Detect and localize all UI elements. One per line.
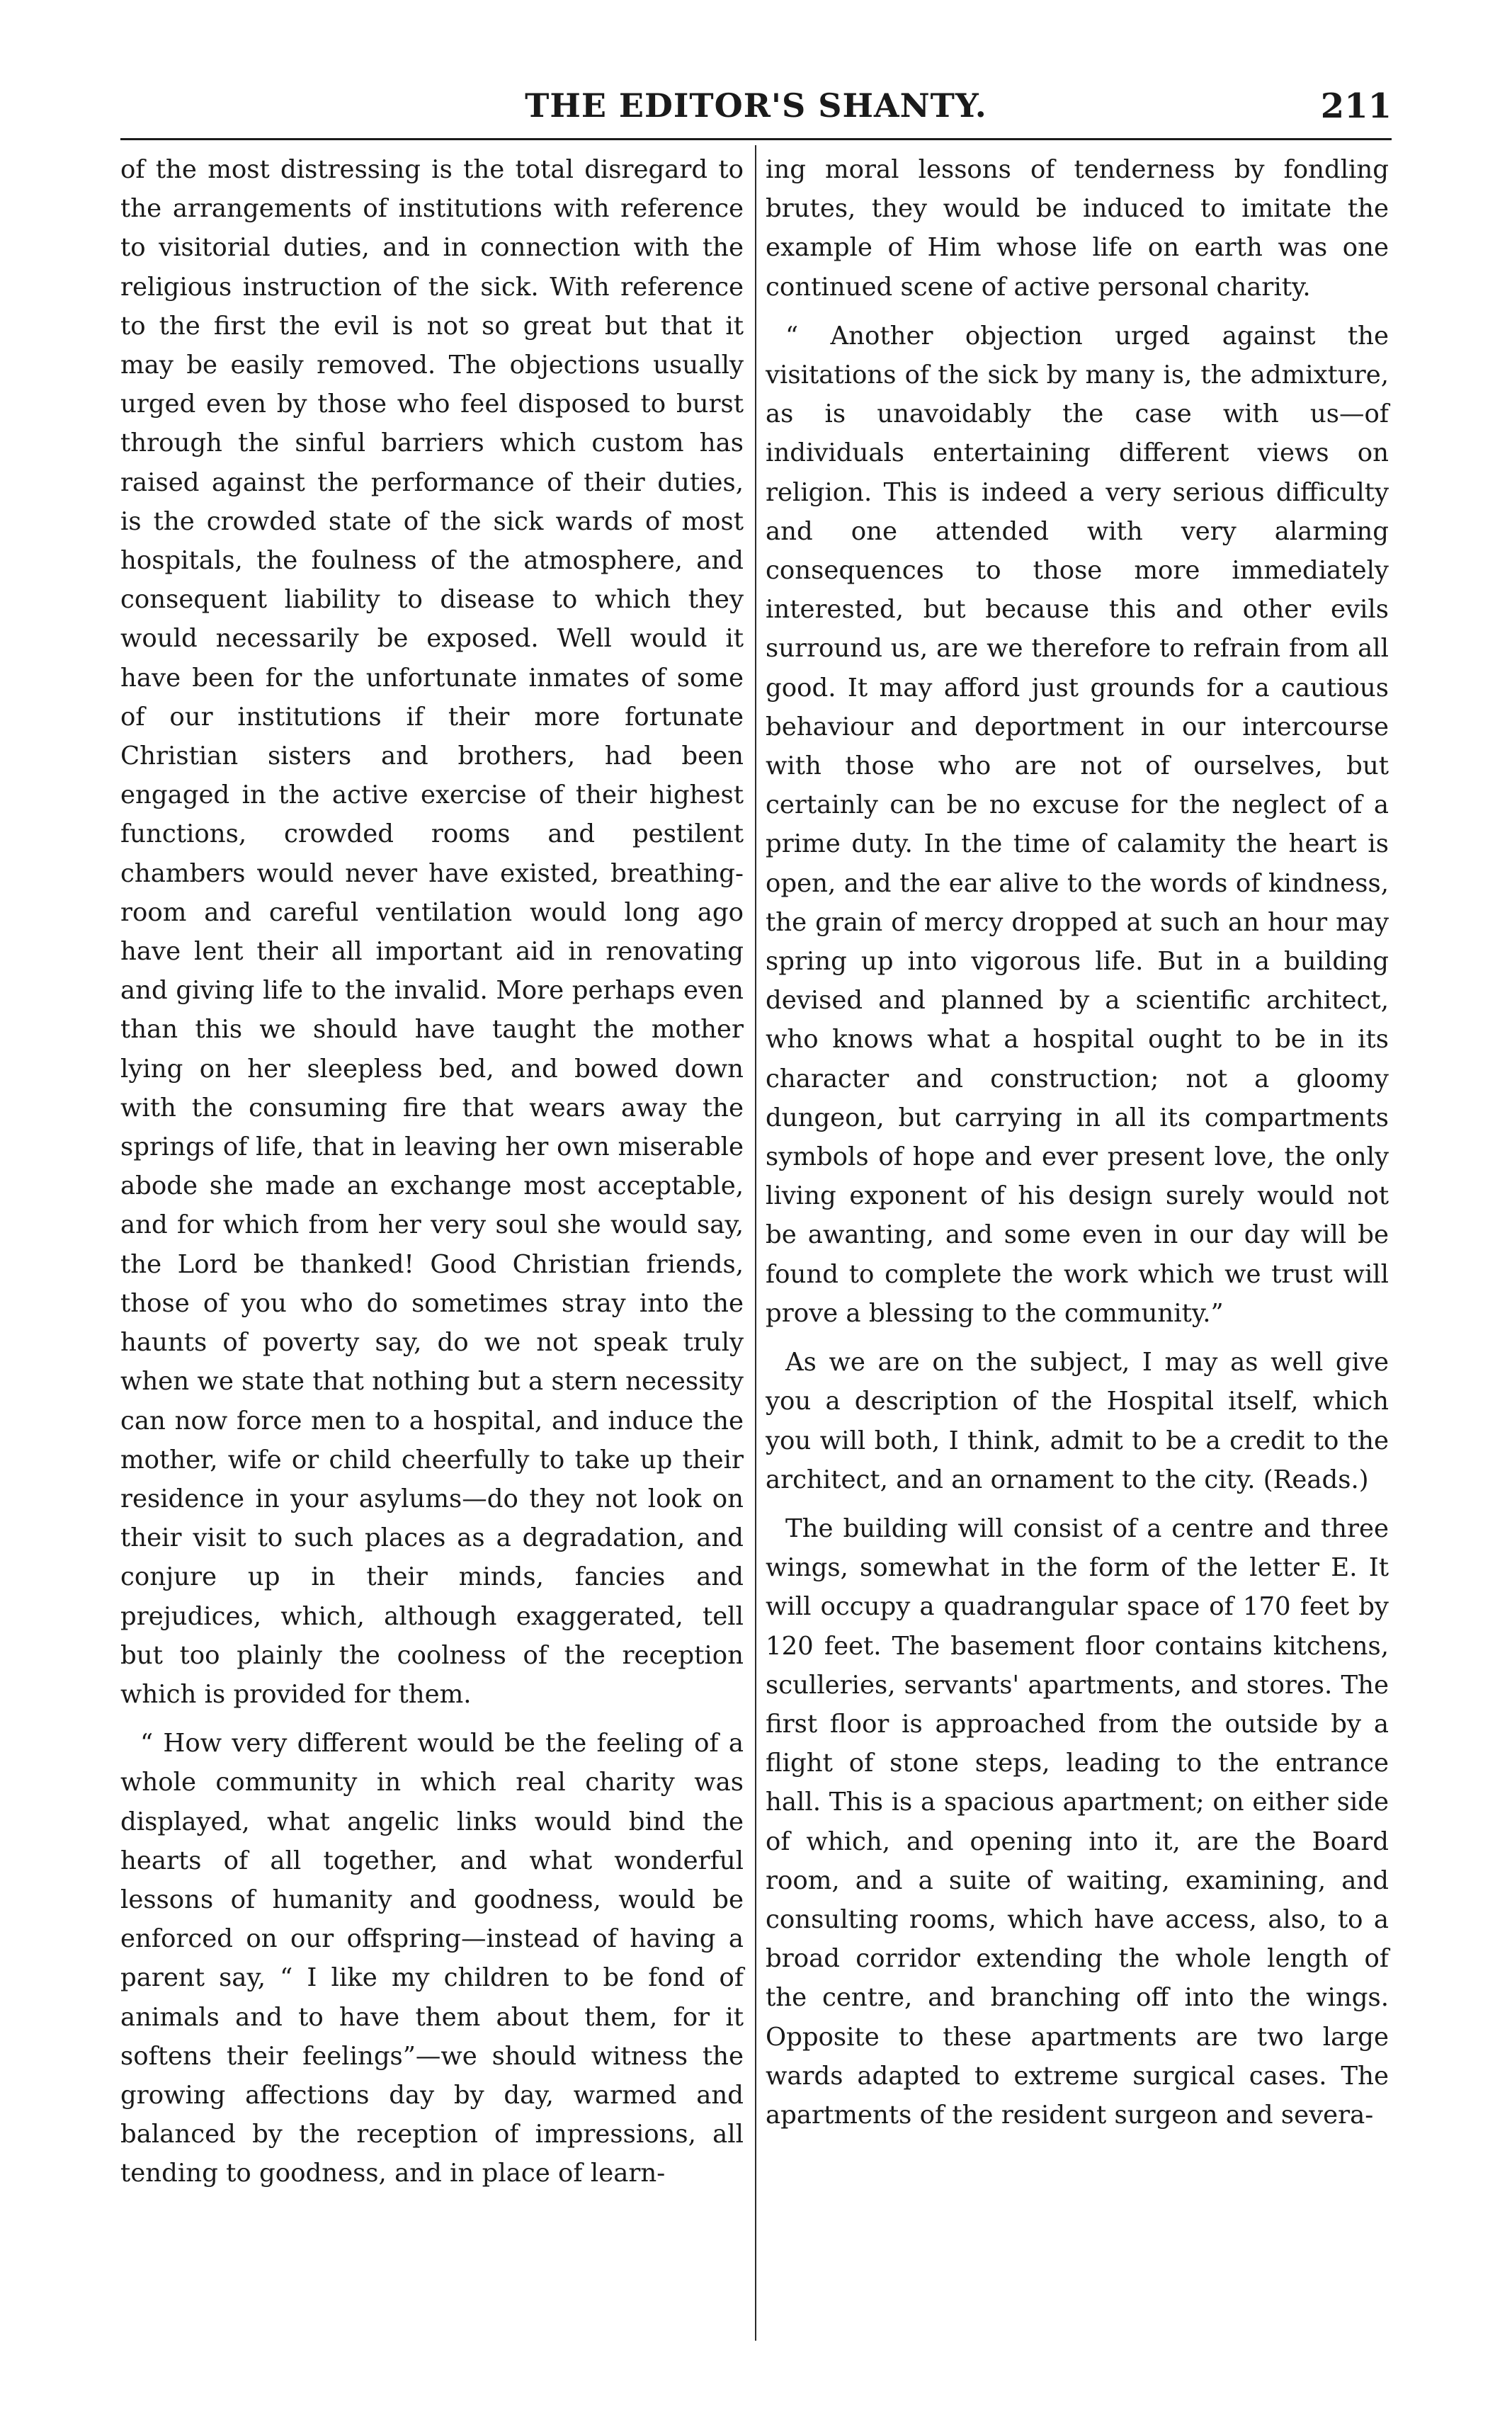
running-title: THE EDITOR'S SHANTY. <box>525 86 987 125</box>
left-column <box>120 150 744 2193</box>
page-number: 211 <box>1320 86 1392 126</box>
left-paragraph-2: “ How very different would be the feeling of a whole community in which real charity was displayed, what angelic links would bind the hearts of all together, and what wonderful lessons of humanity and goodness, would be enforced on our offspring—instead of having a parent say, “ I like my children to be fond of animals and to have them about them, for it softens their feelings”—we should witness the growing affections day by day, warmed and balanced by the reception of impressions, all tending to goodness, and in place of learn- <box>120 1729 744 2188</box>
page-header <box>120 78 1392 135</box>
right-column <box>766 150 1389 2135</box>
right-paragraph-2: “ Another objection urged against the visitations of the sick by many is, the admixture, as is unavoidably the case with us—of individuals entertaining different views on religion. This is indeed a very serious difficulty and one attended with very alarming consequences to those more immediately interested, but because this and other evils surround us, are we therefore to refrain from all good. It may afford just grounds for a cautious behaviour and deportment in our intercourse with those who are not of ourselves, but certainly can be no excuse for the neglect of a prime duty. In the time of calamity the heart is open, and the ear alive to the words of kindness, the grain of mercy dropped at such an hour may spring up into vigorous life. But in a building devised and planned by a scientific architect, who knows what a hospital ought to be in its character and construction; not a gloomy dungeon, but carrying in all its compartments symbols of hope and ever present love, the only living exponent of his design surely would not be awanting, and some even in our day will be found to complete the work which we trust will prove a blessing to the community.” <box>766 321 1389 1328</box>
right-paragraph-4: The building will consist of a centre and three wings, somewhat in the form of the letter E. It will occupy a quadrangular space of 170 feet by 120 feet. The basement floor contains kitchens, sculleries, servants' apartments, and stores. The first floor is approached from the outside by a flight of stone steps, leading to the entrance hall. This is a spacious apartment; on either side of which, and opening into it, are the Board room, and a suite of waiting, examining, and consulting rooms, which have access, also, to a broad corridor extending the whole length of the centre, and branching off into the wings. Opposite to these apartments are two large wards adapted to extreme surgical cases. The apartments of the resident surgeon and severa- <box>766 1513 1389 2130</box>
right-paragraph-3: As we are on the subject, I may as well give you a description of the Hospital itself, which you will both, I think, admit to be a credit to the architect, and an ornament to the city. (Reads.) <box>766 1348 1389 1494</box>
left-paragraph-1: of the most distressing is the total disregard to the arrangements of institutions with reference to visitorial duties, and in connection with the religious instruction of the sick. With reference to the first the evil is not so great but that it may be easily removed. The objections usually urged even by those who feel disposed to burst through the sinful barriers which custom has raised against the performance of their duties, is the crowded state of the sick wards of most hospitals, the foulness of the atmosphere, and consequent liability to disease to which they would necessarily be exposed. Well would it have been for the unfortunate inmates of some of our institutions if their more fortunate Christian sisters and brothers, had been engaged in the active exercise of their highest functions, crowded rooms and pestilent chambers would never have existed, breathing-room and careful ventilation would long ago have lent their all important aid in renovating and giving life to the invalid. More perhaps even than this we should have taught the mother lying on her sleepless bed, and bowed down with the consuming fire that wears away the springs of life, that in leaving her own miserable abode she made an exchange most acceptable, and for which from her very soul she would say, the Lord be thanked! Good Christian friends, those of you who do sometimes stray into the haunts of poverty say, do we not speak truly when we state that nothing but a stern necessity can now force men to a hospital, and induce the mother, wife or child cheerfully to take up their residence in your asylums—do they not look on their visit to such places as a degradation, and conjure up in their minds, fancies and prejudices, which, although exaggerated, tell but too plainly the coolness of the reception which is provided for them. <box>120 155 744 1709</box>
column-divider <box>755 145 756 2341</box>
header-rule <box>120 138 1392 140</box>
right-paragraph-1: ing moral lessons of tenderness by fondling brutes, they would be induced to imitate the example of Him whose life on earth was one continued scene of active personal charity. <box>766 155 1389 302</box>
